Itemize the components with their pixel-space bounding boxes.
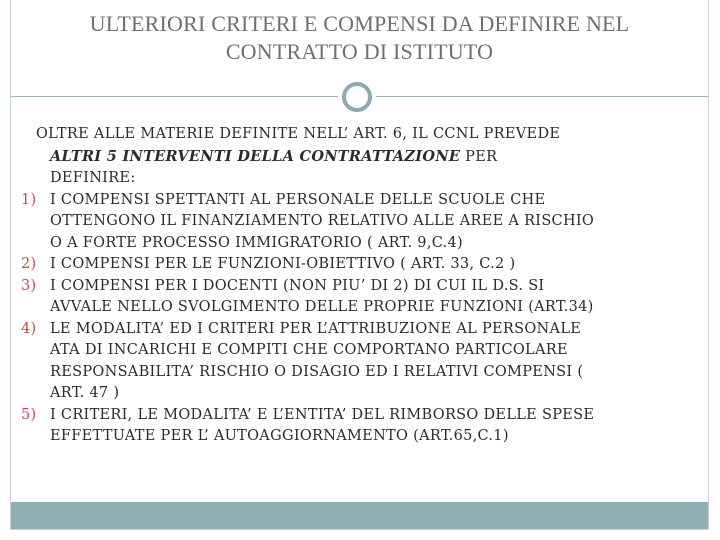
circle-ornament-icon [338, 78, 376, 116]
list-item [18, 254, 708, 276]
list-item-number: 5) [21, 406, 37, 423]
list-item-line: I COMPENSI PER I DOCENTI (NON PIU’ DI 2) DI CUI IL D.S. SI [50, 277, 545, 294]
list-item [18, 405, 708, 448]
list-item-line: OTTENGONO IL FINANZIAMENTO RELATIVO ALLE AREE A RISCHIO [50, 213, 595, 229]
list-item-line: RESPONSABILITA’ RISCHIO O DISAGIO ED I RELATIVI COMPENSI ( [50, 363, 584, 380]
footer-bar [11, 502, 708, 529]
intro-line-3: DEFINIRE: [50, 170, 136, 186]
numbered-list [18, 190, 708, 448]
list-item [18, 190, 708, 255]
slide-title [11, 10, 708, 66]
intro-emphasis: ALTRI 5 INTERVENTI DELLA CONTRATTAZIONE [50, 147, 461, 165]
list-item-number: 1) [21, 191, 37, 208]
list-item [18, 319, 708, 405]
list-item-line: LE MODALITA’ ED I CRITERI PER L’ATTRIBUZIONE AL PERSONALE [50, 320, 582, 337]
list-item-number: 2) [21, 256, 37, 272]
list-item-line: AVVALE NELLO SVOLGIMENTO DELLE PROPRIE FUNZIONI (ART.34) [50, 299, 594, 315]
list-item-number: 3) [21, 277, 37, 294]
intro-paragraph [18, 124, 708, 190]
intro-line-1: OLTRE ALLE MATERIE DEFINITE NELL’ ART. 6, IL CCNL PREVEDE [36, 126, 561, 142]
title-line-1: ULTERIORI CRITERI E COMPENSI DA DEFINIRE NEL [89, 11, 630, 36]
slide-body [18, 124, 708, 448]
list-item-line: I COMPENSI PER LE FUNZIONI-OBIETTIVO ( ART. 33, C.2 ) [50, 256, 516, 272]
intro-line-2 [36, 146, 708, 169]
list-item-line: O A FORTE PROCESSO IMMIGRATORIO ( ART. 9,C.4) [50, 234, 463, 251]
list-item-line: ATA DI INCARICHI E COMPITI CHE COMPORTANO PARTICOLARE [50, 342, 568, 358]
list-item-line: I CRITERI, LE MODALITA’ E L’ENTITA’ DEL RIMBORSO DELLE SPESE [50, 406, 595, 423]
list-item [18, 276, 708, 319]
list-item-line: I COMPENSI SPETTANTI AL PERSONALE DELLE SCUOLE CHE [50, 191, 546, 208]
list-item-line: EFFETTUATE PER L’ AUTOAGGIORNAMENTO (ART.65,C.1) [50, 428, 509, 444]
title-line-2: CONTRATTO DI ISTITUTO [225, 39, 494, 64]
intro-after-emphasis: PER [460, 148, 498, 165]
list-item-line: ART. 47 ) [50, 385, 120, 401]
list-item-number: 4) [21, 320, 37, 337]
